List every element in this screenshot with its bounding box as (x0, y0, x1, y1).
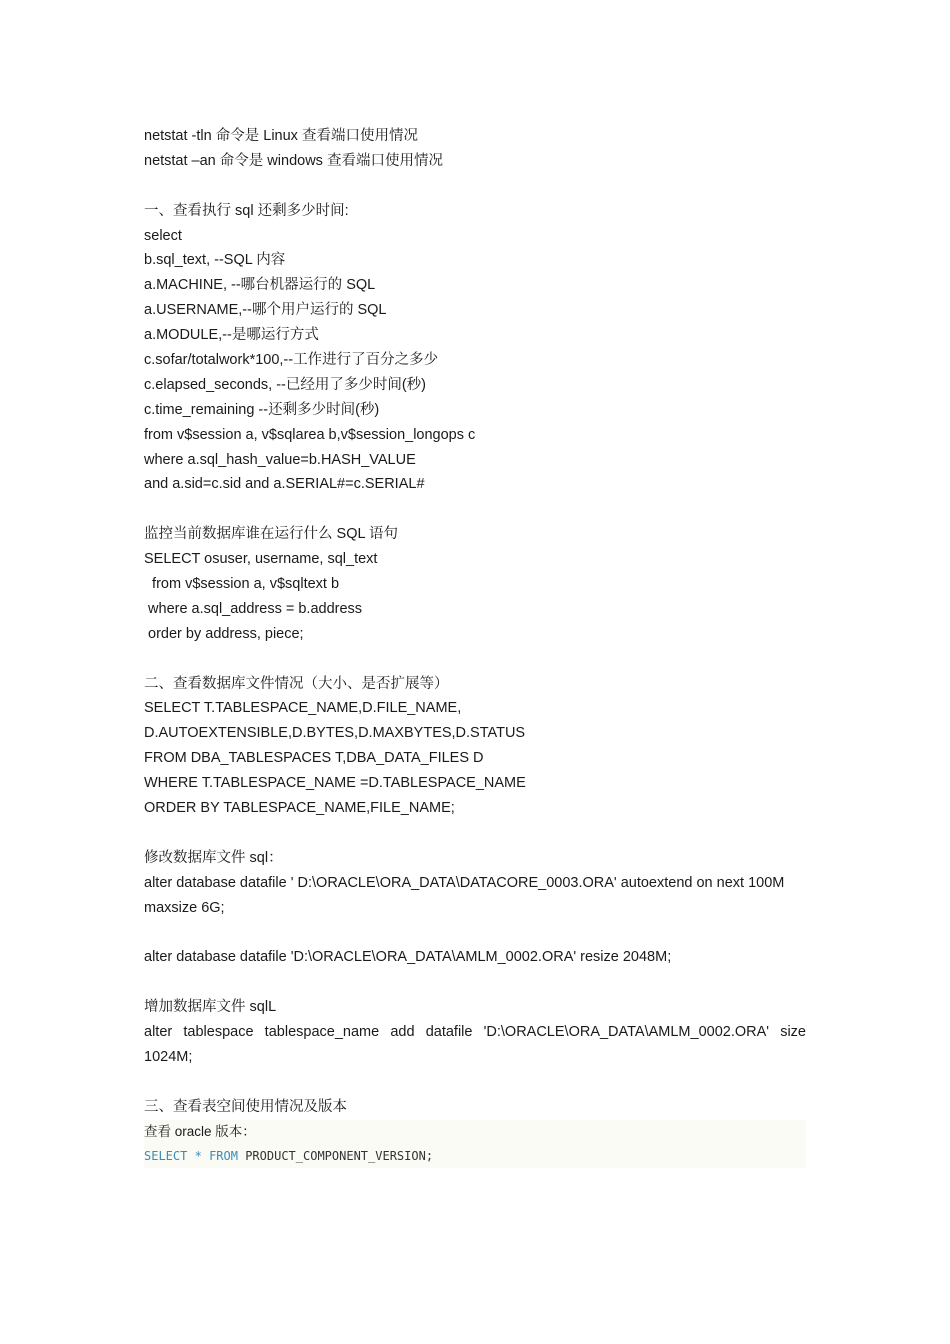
code-line: WHERE T.TABLESPACE_NAME =D.TABLESPACE_NAME (144, 775, 526, 792)
code-line: b.sql_text, --SQL 内容 (144, 252, 286, 269)
code-paragraph: alter tablespace tablespace_name add datafile 'D:\ORACLE\ORA_DATA\AMLM_0002.ORA' size 1024M; (144, 1024, 806, 1065)
code-line: from v$session a, v$sqltext b (144, 576, 340, 593)
blank-line (144, 174, 806, 199)
section-heading: 监控当前数据库谁在运行什么 SQL 语句 (144, 526, 399, 543)
code-line: from v$session a, v$sqlarea b,v$session_longops c (144, 426, 476, 443)
section-heading: 增加数据库文件 sqlL (144, 999, 277, 1016)
code-line: where a.sql_address = b.address (144, 600, 363, 617)
document-body (144, 124, 806, 1168)
code-line: D.AUTOEXTENSIBLE,D.BYTES,D.MAXBYTES,D.STATUS (144, 725, 526, 742)
section-heading: 三、查看表空间使用情况及版本 (144, 1098, 347, 1115)
sql-keyword: FROM (209, 1148, 238, 1163)
snippet-label: 查看 oracle 版本： (144, 1123, 256, 1139)
code-line: a.MACHINE, --哪台机器运行的 SQL (144, 277, 376, 294)
sql-keyword: SELECT (144, 1148, 188, 1163)
blank-line (144, 921, 806, 946)
code-line: alter database datafile 'D:\ORACLE\ORA_DATA\AMLM_0002.ORA' resize 2048M; (144, 949, 672, 966)
section-heading: 二、查看数据库文件情况（大小、是否扩展等） (144, 675, 449, 692)
code-paragraph: alter database datafile ' D:\ORACLE\ORA_DATA\DATACORE_0003.ORA' autoextend on next 100M maxsize 6G; (144, 874, 785, 916)
blank-line (144, 647, 806, 672)
blank-line (144, 821, 806, 846)
sql-code-line (144, 1144, 806, 1168)
blank-line (144, 1070, 806, 1095)
code-line: FROM DBA_TABLESPACES T,DBA_DATA_FILES D (144, 750, 484, 767)
code-line: a.MODULE,--是哪运行方式 (144, 327, 319, 344)
code-line: c.elapsed_seconds, --已经用了多少时间(秒) (144, 376, 427, 393)
code-line: select (144, 227, 182, 244)
code-line: ORDER BY TABLESPACE_NAME,FILE_NAME; (144, 800, 455, 817)
code-line: SELECT T.TABLESPACE_NAME,D.FILE_NAME, (144, 700, 462, 717)
sql-operator: * (194, 1148, 202, 1163)
code-snippet-block (144, 1120, 806, 1168)
code-line: SELECT osuser, username, sql_text (144, 551, 378, 568)
text-line: netstat -tln 命令是 Linux 查看端口使用情况 (144, 128, 418, 144)
blank-line (144, 970, 806, 995)
code-line: and a.sid=c.sid and a.SERIAL#=c.SERIAL# (144, 476, 425, 493)
section-heading: 修改数据库文件 sql： (144, 849, 283, 866)
code-line: order by address, piece; (144, 625, 304, 642)
code-line: c.sofar/totalwork*100,--工作进行了百分之多少 (144, 352, 439, 369)
code-line: c.time_remaining --还剩多少时间(秒) (144, 401, 380, 418)
blank-line (144, 497, 806, 522)
code-line: where a.sql_hash_value=b.HASH_VALUE (144, 451, 416, 468)
section-heading: 一、查看执行 sql 还剩多少时间: (144, 202, 349, 219)
code-line: a.USERNAME,--哪个用户运行的 SQL (144, 302, 387, 319)
sql-table-name: PRODUCT_COMPONENT_VERSION; (245, 1148, 434, 1163)
text-line: netstat –an 命令是 windows 查看端口使用情况 (144, 152, 443, 169)
